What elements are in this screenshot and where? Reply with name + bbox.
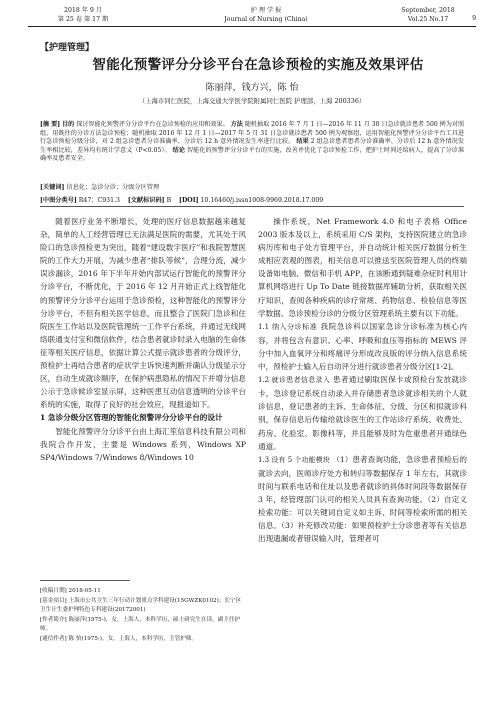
footnote-fund: [基金项目] 上海市公共卫生三年行动计划重点学科建设(15GWZK0102)；长宁区卫生计生委护理特色专科建设(20172001) bbox=[40, 597, 242, 614]
keywords bbox=[40, 182, 159, 191]
journal-name-en: Journal of Nursing (China) bbox=[224, 16, 308, 23]
keywords-label: [关键词] bbox=[40, 184, 65, 191]
header-volume-en: Vol.25 No.17 bbox=[407, 16, 449, 23]
conclusion-text: 智能化的预警评分分诊平台的实施，改善并优化了急诊预检工作，把护士时间还给病人，提高了分诊准确率及患者安全。 bbox=[40, 146, 465, 162]
footnote-received: [收稿日期] 2018-05-11 bbox=[40, 588, 101, 594]
footnote-rule bbox=[40, 580, 130, 581]
subsection-1-2-label: 1.2 就诊患者信息录入 bbox=[258, 376, 331, 385]
conclusion-label: 结论 bbox=[172, 146, 185, 154]
column-tag: 【护理管理】 bbox=[40, 43, 95, 53]
subsection-1-2-text: 患者通过刷取医保卡或预检台发放就诊卡，急诊登记系统自动录入并存储患者急诊就诊相关的个人就诊信息，登记患者的主诉、生命体征、分级、分区和拟就诊科别，保存信息后传输给就诊医生的工作站诊疗系统、收费处、药房、化验室、影像科等，并且能够及时为危重患者开通绿色通道。 bbox=[258, 375, 467, 451]
header-journal bbox=[138, 6, 394, 24]
footnote-correspondence: [通信作者] 陈 怡(1975-)，女，上海人，本科学历，主管护师。 bbox=[40, 635, 198, 642]
article-title: 智能化预警评分分诊平台在急诊预检的实施及效果评估 bbox=[92, 57, 424, 73]
footnote bbox=[40, 580, 246, 645]
body-column-right bbox=[258, 215, 467, 545]
page-number: 9 bbox=[472, 15, 476, 22]
method-label: 方法 bbox=[230, 121, 243, 128]
header-volume: 第 25 卷 第 17 期 bbox=[57, 16, 109, 23]
objective-label: 目的 bbox=[62, 121, 75, 128]
objective-text: 探讨智能化预警评分分诊平台在急诊预检的应用和效果。 bbox=[76, 121, 229, 128]
doc-value: B bbox=[166, 197, 172, 204]
intro-paragraph: 随着医疗业务不断增长，处理的医疗信息数据越来越复杂，简单的人工经营管理已无法满足医院的需要，尤其处于风险口的急诊预检更为突出，随着“建设数字医疗”和我院智慧医院的工作大力开展，为减少患者“排队等候”，合理分流，减少误诊漏诊，2016 年下半年开始内部试运行智能化的预警评分分诊平台，不断优化，于 2016 年 12 月开始正式上线智能化的预警评分分诊平台运用于急诊预检，这种智能化的预警评分分诊平台，不但有相关医学信息，而且整合了医院门急诊和住院医生工作站以及医院管理统一工作平台系统，并通过无线网络联通支付宝和微信软件，结合患者就诊时录入电脑的生命体征等相关医疗信息，依据计算公式提示就诊患者的分级评分，预检护士再结合患者的症状学主诉快速判断并确认分级显示分区，自动生成就诊顺序，在保护病患隐私的情况下并增分信息公示于急诊候诊室显示屏，这种医患互动信息透明的分诊平台系统的实施，取得了良好的社会效应，现报道如下。 bbox=[40, 217, 246, 410]
affiliation: （上海市同仁医院，上海交通大学医学院附属同仁医院 护理部，上海 200336） bbox=[138, 97, 366, 105]
method-text: 随机抽取 2016 年 7 月 1 日—2016 年 11 月 30 日急诊就诊患者 500 例为对照组，用既往的分诊方法急诊预检；随机抽取 2016 年 12 月 1 日—2017 年 5 月 31 日急诊就诊患者 500 例为观察组，运用智能化预警评分分诊平台工具进行急诊预检分级分诊，对 2 组急诊患者分诊准确率、分诊后 12 h 意外情况发生率进行比较。 bbox=[40, 121, 465, 145]
subsection-1-1 bbox=[258, 320, 467, 373]
header-date-en: September, 2018 bbox=[401, 7, 455, 14]
subsection-1-3-text: （1）患者查询功能，急诊患者预检后的就诊去向，医师诊疗处方和转归等数据保存 1 年左右，其就诊时间与联系电话和住址以及患者就诊的具体时间段等数据保存 3 年，经管理部门认可的相关人员具有查询功能。（2）自定义检索功能：可以关键词自定义如主诉、时间等检索所需的相关信息。（3）补充修改功能：如果预检护士分诊患者等有关信息出现遗漏或者错误输入时，管理者可 bbox=[258, 454, 467, 544]
doi-label: [DOI] bbox=[179, 197, 199, 204]
running-header bbox=[28, 0, 476, 34]
section-heading: 1 急诊分级分区管理的智能化预警评分分诊平台的设计 bbox=[40, 413, 223, 423]
classification-line bbox=[40, 195, 464, 204]
subsection-1-2 bbox=[258, 373, 467, 453]
section-paragraph: 智能化预警评分分诊平台由上海汇笙信息科技有限公司和我院合作开发，主要是 Windows 系列，Windows XP SP4/Windows 7/Windows 8/Windows 10 bbox=[40, 426, 246, 462]
journal-name-cn: 护 理 学 报 bbox=[250, 7, 282, 14]
result-label: 结果 bbox=[296, 138, 309, 145]
subsection-1-1-text: 我院急诊科以国家急诊分诊标准为核心内容，并将包含有意识、心率、呼吸和血压等指标的 MEWS 评分中加入血氧评分和疼痛评分形成改良版的评分纳入信息系统中，预检护士输入后自动评分进行就诊患者分级分区[1-2]。 bbox=[258, 321, 468, 372]
result-text: 2 组急诊患者患者分诊准确率、分诊后 12 h 意外情况发生率相比较，差异均有统计学意义（P<0.05）。 bbox=[40, 138, 465, 154]
clc-value: R47；C931.3 bbox=[78, 197, 120, 204]
clc-label: [中图分类号] bbox=[40, 197, 77, 204]
header-issue bbox=[28, 6, 138, 24]
system-paragraph: 操作系统，Net Framework 4.0 和电子表格 Office 2003 版本及以上，系统采用 C/S 架构，支持医院建立的急诊病历库和电子处方管理平台，并自动统计相关医疗数据分析生成相应表观的图表，相关信息可以推送至医院管理人员的终端设备如电脑、微信和手机 APP，在该断通到疑难杂症时利用计算机网络进行 Up To Date 链接数据库辅助分析，获取相关医疗知识，查阅各种疾病的诊疗常规、药物信息、检验信息等医学数据。急诊预检分诊的分级分区管理系统主要有以下功能。 bbox=[258, 217, 467, 318]
keywords-text: 信息化；急诊分诊；分级分区管理 bbox=[66, 184, 160, 191]
header-issue-en bbox=[380, 6, 476, 24]
abstract bbox=[40, 121, 464, 164]
footnote-author: [作者简介] 陈丽萍(1975-)，女，上海人，本科学历，硕士研究生在读，副主任护师。 bbox=[40, 616, 241, 633]
subsection-1-3-label: 1.3 设有 5 个功能模块 bbox=[258, 455, 330, 464]
body-column-left bbox=[40, 215, 246, 464]
header-rule bbox=[28, 26, 476, 27]
abstract-rule bbox=[40, 206, 464, 207]
doi-value: 10.16460/j.issn1008-9969.2018.17.009 bbox=[200, 197, 324, 204]
subsection-1-1-label: 1.1 纳入分诊标准 bbox=[258, 322, 318, 331]
header-date: 2018 年 9 月 bbox=[64, 7, 102, 14]
doc-label: [文献标识码] bbox=[127, 197, 165, 204]
authors: 陈丽萍，钱方兴，陈 怡 bbox=[205, 83, 299, 93]
subsection-1-3 bbox=[258, 453, 467, 546]
abstract-label: [摘 要] bbox=[40, 121, 61, 128]
